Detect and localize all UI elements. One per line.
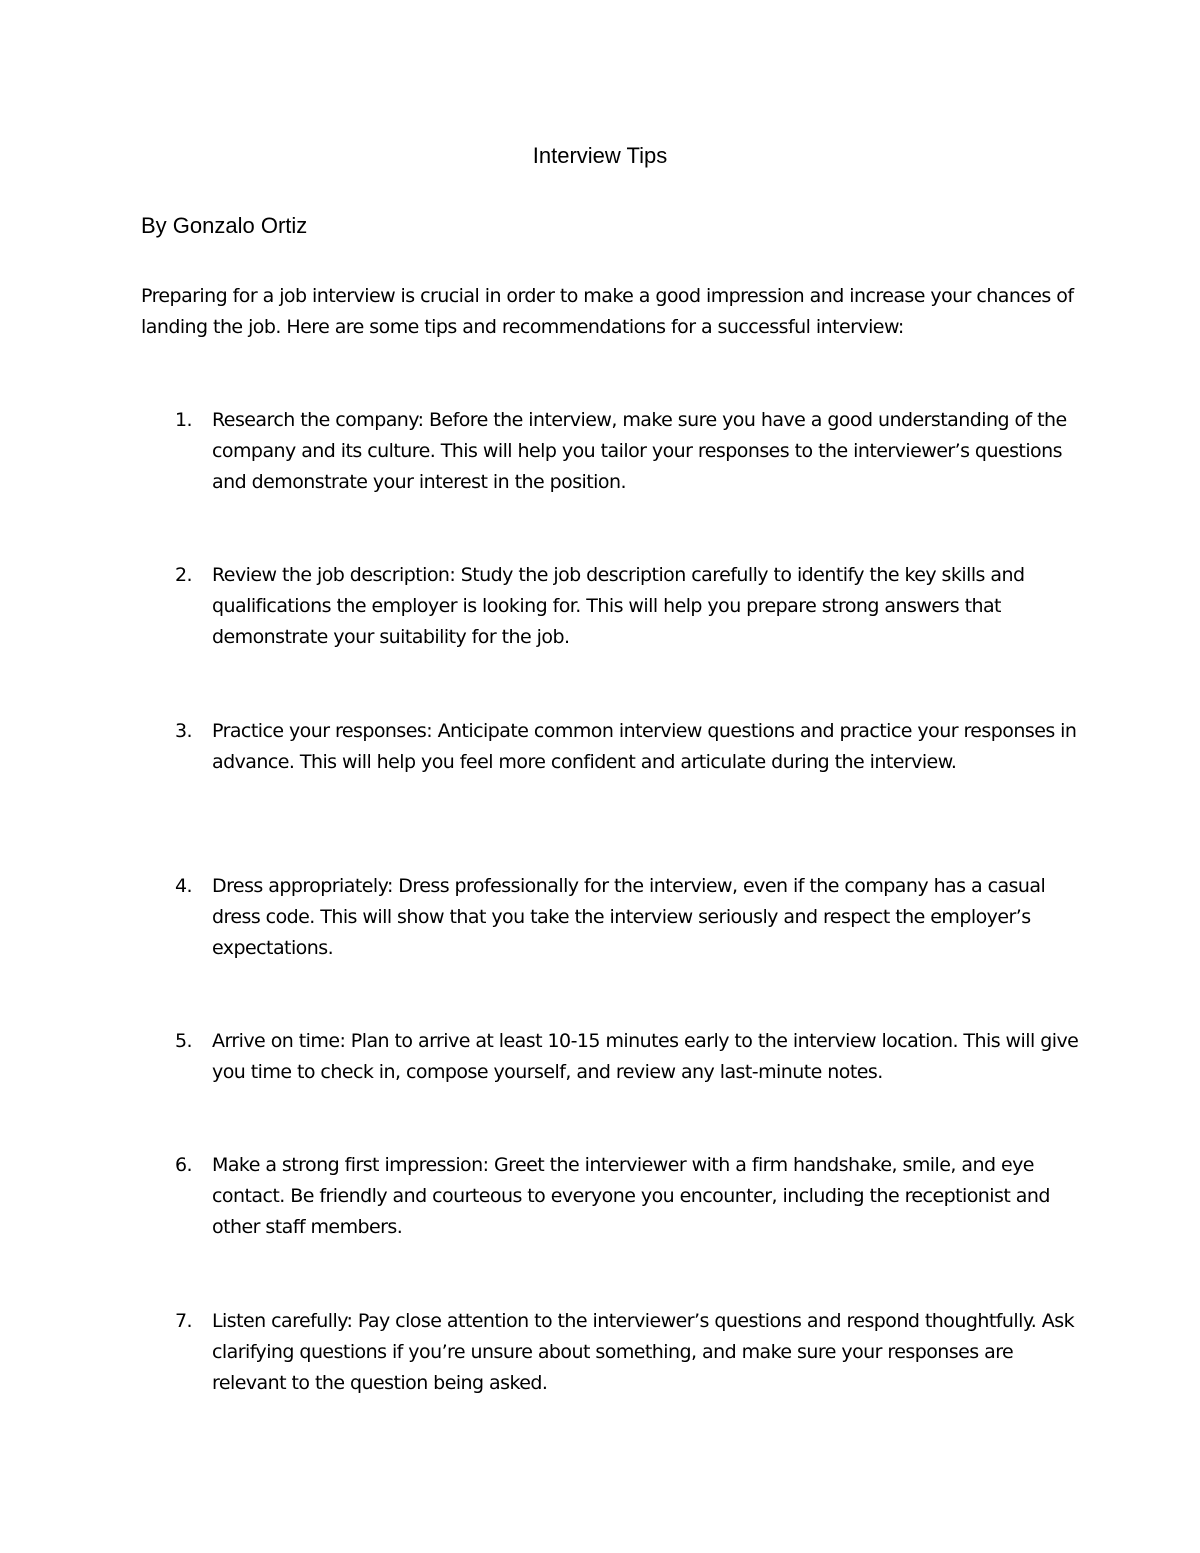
tip-text: Listen carefully: Pay close attention to the interviewer’s questions and respond thoughtfully. Ask clarifying questions if you’re unsure about something, and make sure your responses are relevant to the question being asked. bbox=[212, 1310, 1075, 1394]
tip-text: Practice your responses: Anticipate common interview questions and practice your responses in advance. This will help you feel more confident and articulate during the interview. bbox=[212, 720, 1077, 773]
tip-number: 4. bbox=[175, 875, 193, 897]
tip-number: 1. bbox=[175, 409, 193, 431]
tip-text: Review the job description: Study the job description carefully to identify the key skills and qualifications the employer is looking for. This will help you prepare strong answers that demonstrate your suitability for the job. bbox=[212, 564, 1025, 648]
tip-number: 7. bbox=[175, 1310, 193, 1332]
tip-item bbox=[141, 560, 1101, 653]
tip-item bbox=[141, 1026, 1101, 1088]
document-title: Interview Tips bbox=[532, 143, 668, 168]
tip-item bbox=[141, 716, 1101, 778]
tip-text: Arrive on time: Plan to arrive at least 10-15 minutes early to the interview location. This will give you time to check in, compose yourself, and review any last-minute notes. bbox=[212, 1030, 1079, 1083]
tip-number: 6. bbox=[175, 1154, 193, 1176]
tip-item bbox=[141, 1306, 1101, 1399]
tip-text: Dress appropriately: Dress professionally for the interview, even if the company has a casual dress code. This will show that you take the interview seriously and respect the employer’s expectations. bbox=[212, 875, 1046, 959]
tip-number: 5. bbox=[175, 1030, 193, 1052]
tip-text: Research the company: Before the interview, make sure you have a good understanding of the company and its culture. This will help you tailor your responses to the interviewer’s questions and demonstrate your interest in the position. bbox=[212, 409, 1067, 493]
tip-number: 2. bbox=[175, 564, 193, 586]
intro-paragraph: Preparing for a job interview is crucial in order to make a good impression and increase your chances of landing the job. Here are some tips and recommendations for a successful interview: bbox=[141, 285, 1074, 338]
tip-item bbox=[141, 405, 1101, 498]
tip-item bbox=[141, 871, 1101, 964]
tip-number: 3. bbox=[175, 720, 193, 742]
tip-text: Make a strong first impression: Greet the interviewer with a firm handshake, smile, and eye contact. Be friendly and courteous to everyone you encounter, including the receptionist and other staff members. bbox=[212, 1154, 1050, 1238]
author-byline: By Gonzalo Ortiz bbox=[141, 213, 308, 238]
tip-item bbox=[141, 1150, 1101, 1243]
